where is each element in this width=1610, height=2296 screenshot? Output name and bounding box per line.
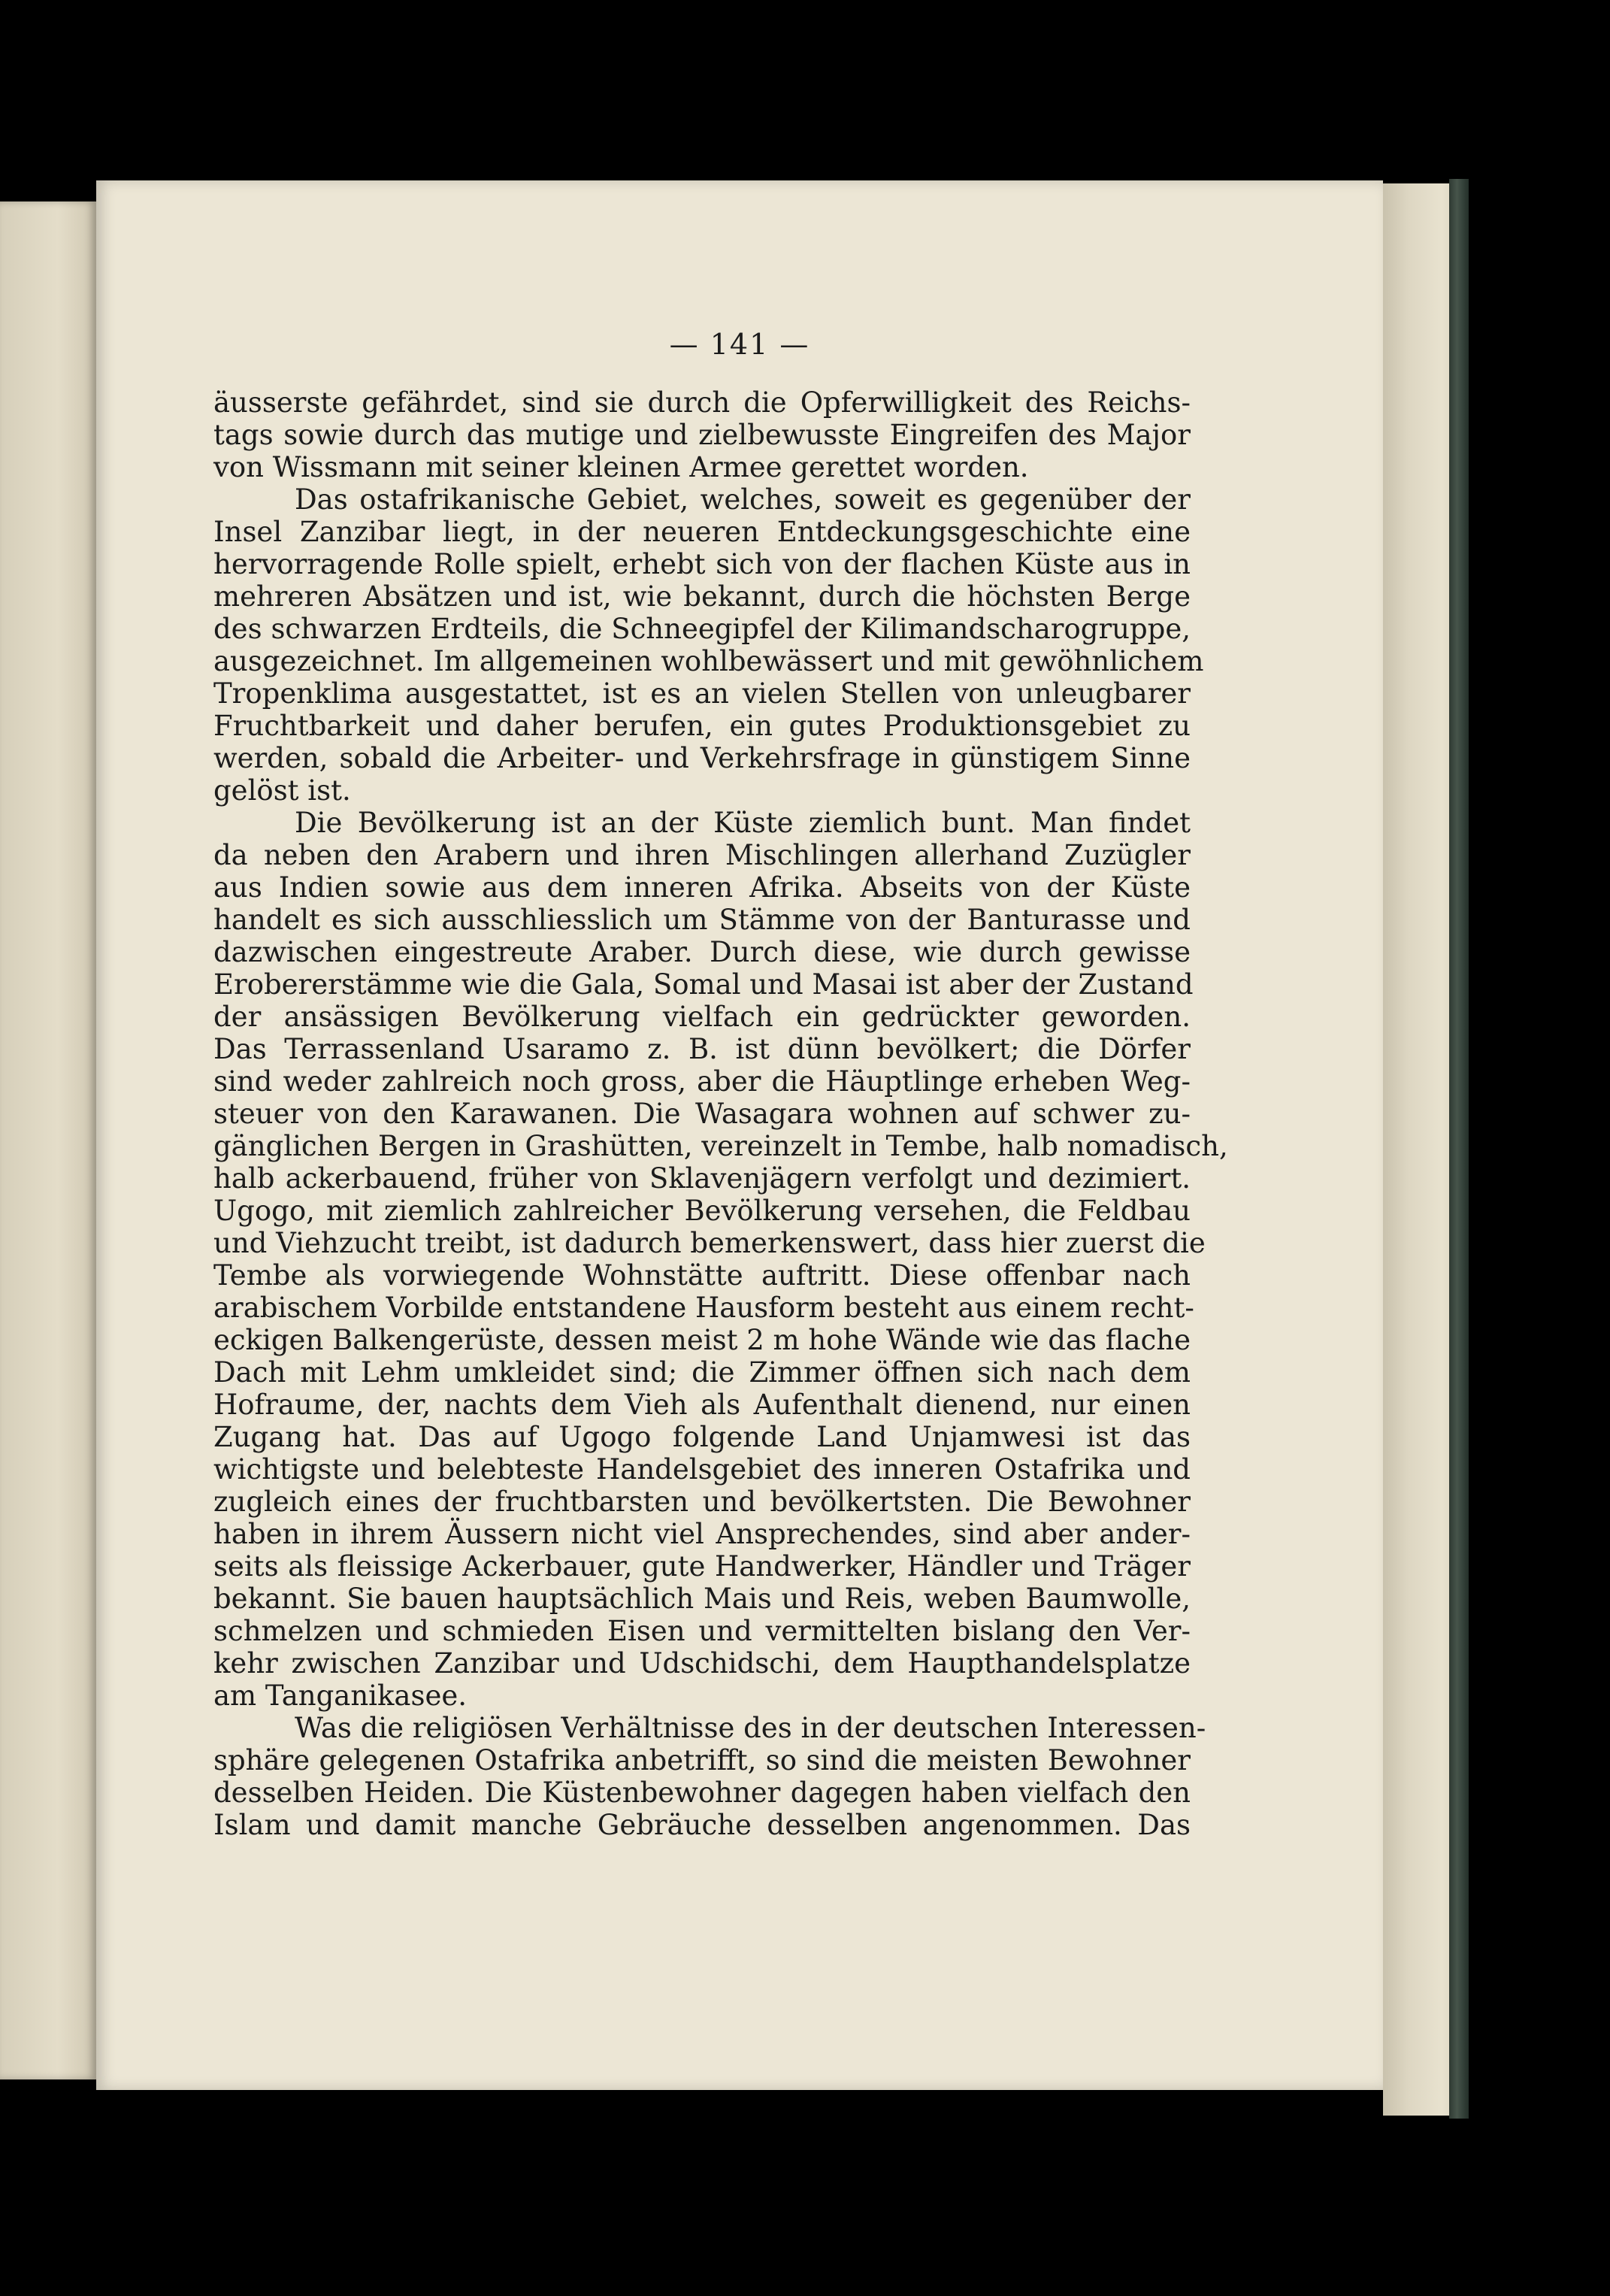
text-line: gänglichen Bergen in Grashütten, vereinzelt in Tembe, halb nomadisch,: [213, 1130, 1228, 1162]
book-cover-edge: [1449, 179, 1469, 2119]
page-body-text: [213, 386, 1228, 1841]
text-line: Insel Zanzibar liegt, in der neueren Entdeckungsgeschichte eine: [213, 516, 1191, 548]
text-line: ausgezeichnet. Im allgemeinen wohlbewässert und mit gewöhnlichem: [213, 645, 1204, 677]
text-line: arabischem Vorbilde entstandene Hausform besteht aus einem recht-: [213, 1292, 1194, 1324]
text-line: und Viehzucht treibt, ist dadurch bemerkenswert, dass hier zuerst die: [213, 1227, 1206, 1259]
text-line: kehr zwischen Zanzibar und Udschidschi, dem Haupthandelsplatze: [213, 1647, 1191, 1680]
text-line: Was die religiösen Verhältnisse des in der deutschen Interessen-: [295, 1712, 1206, 1744]
text-line: werden, sobald die Arbeiter- und Verkehrsfrage in günstigem Sinne: [213, 742, 1191, 774]
text-line: aus Indien sowie aus dem inneren Afrika. Abseits von der Küste: [213, 871, 1191, 904]
text-line: Das ostafrikanische Gebiet, welches, soweit es gegenüber der: [295, 483, 1191, 516]
text-line: gelöst ist.: [213, 774, 351, 807]
text-line: seits als fleissige Ackerbauer, gute Handwerker, Händler und Träger: [213, 1550, 1191, 1583]
text-line: desselben Heiden. Die Küstenbewohner dagegen haben vielfach den: [213, 1777, 1191, 1809]
text-line: zugleich eines der fruchtbarsten und bevölkertsten. Die Bewohner: [213, 1486, 1191, 1518]
text-line: haben in ihrem Äussern nicht viel Ansprechendes, sind aber ander-: [213, 1518, 1191, 1550]
text-line: tags sowie durch das mutige und zielbewusste Eingreifen des Major: [213, 419, 1191, 451]
text-line: Dach mit Lehm umkleidet sind; die Zimmer öffnen sich nach dem: [213, 1356, 1191, 1389]
text-line: Zugang hat. Das auf Ugogo folgende Land Unjamwesi ist das: [213, 1421, 1191, 1453]
text-line: mehreren Absätzen und ist, wie bekannt, durch die höchsten Berge: [213, 580, 1191, 613]
text-line: hervorragende Rolle spielt, erhebt sich von der flachen Küste aus in: [213, 548, 1191, 580]
text-line: wichtigste und belebteste Handelsgebiet des inneren Ostafrika und: [213, 1453, 1191, 1486]
text-line: von Wissmann mit seiner kleinen Armee gerettet worden.: [213, 451, 1029, 483]
text-line: sind weder zahlreich noch gross, aber die Häuptlinge erheben Weg-: [213, 1065, 1191, 1098]
text-line: Hofraume, der, nachts dem Vieh als Aufenthalt dienend, nur einen: [213, 1389, 1191, 1421]
text-line: des schwarzen Erdteils, die Schneegipfel der Kilimandscharogruppe,: [213, 613, 1191, 645]
text-line: der ansässigen Bevölkerung vielfach ein gedrückter geworden.: [213, 1001, 1191, 1033]
page-number: — 141 —: [669, 328, 810, 361]
text-line: Erobererstämme wie die Gala, Somal und Masai ist aber der Zustand: [213, 968, 1194, 1001]
text-line: äusserste gefährdet, sind sie durch die Opferwilligkeit des Reichs-: [213, 386, 1191, 419]
text-line: Fruchtbarkeit und daher berufen, ein gutes Produktionsgebiet zu: [213, 710, 1191, 742]
text-line: Die Bevölkerung ist an der Küste ziemlich bunt. Man findet: [295, 807, 1191, 839]
text-line: Das Terrassenland Usaramo z. B. ist dünn bevölkert; die Dörfer: [213, 1033, 1191, 1065]
text-line: Tropenklima ausgestattet, ist es an vielen Stellen von unleugbarer: [213, 677, 1191, 710]
text-line: handelt es sich ausschliesslich um Stämme von der Banturasse und: [213, 904, 1191, 936]
text-line: sphäre gelegenen Ostafrika anbetrifft, so sind die meisten Bewohner: [213, 1744, 1191, 1777]
text-line: steuer von den Karawanen. Die Wasagara wohnen auf schwer zu-: [213, 1098, 1191, 1130]
text-line: schmelzen und schmieden Eisen und vermittelten bislang den Ver-: [213, 1615, 1191, 1647]
text-line: dazwischen eingestreute Araber. Durch diese, wie durch gewisse: [213, 936, 1191, 968]
text-line: bekannt. Sie bauen hauptsächlich Mais und Reis, weben Baumwolle,: [213, 1583, 1191, 1615]
left-page-edge: [0, 201, 96, 2079]
text-line: am Tanganikasee.: [213, 1680, 468, 1712]
text-line: Islam und damit manche Gebräuche desselben angenommen. Das: [213, 1809, 1191, 1841]
text-line: eckigen Balkengerüste, dessen meist 2 m hohe Wände wie das flache: [213, 1324, 1191, 1356]
text-line: halb ackerbauend, früher von Sklavenjägern verfolgt und dezimiert.: [213, 1162, 1191, 1195]
text-line: da neben den Arabern und ihren Mischlingen allerhand Zuzügler: [213, 839, 1191, 871]
text-line: Ugogo, mit ziemlich zahlreicher Bevölkerung versehen, die Feldbau: [213, 1195, 1191, 1227]
text-line: Tembe als vorwiegende Wohnstätte auftritt. Diese offenbar nach: [213, 1259, 1191, 1292]
